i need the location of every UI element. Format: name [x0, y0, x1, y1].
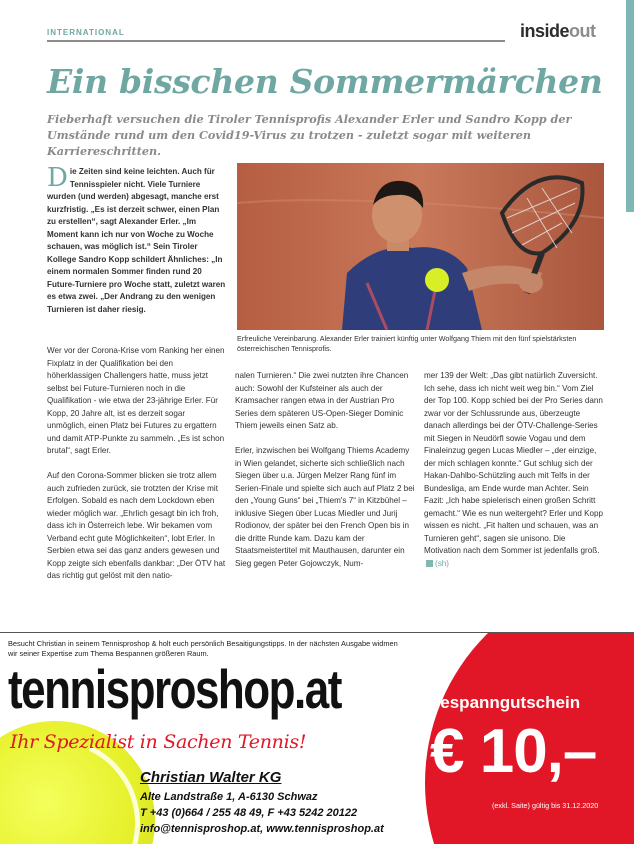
end-mark-icon — [426, 560, 433, 567]
company-name: Christian Walter KG — [140, 769, 282, 786]
header-divider — [47, 40, 505, 42]
author-signature: (sh) — [435, 558, 449, 568]
brand-part-1: inside — [520, 21, 570, 41]
paragraph-text: mer 139 der Welt: „Das gibt natürlich Zuversicht. Ich sehe, dass ich nicht weit weg bin.“ Vom Ziel der Top 100. Kopp schied bei der Pro Series dann zwar vor der Schlussrunde aus, überzeugte danach allerdings bei der ÖTV-Challenge-Series mit Siegen in Neudörfl sowie Vogau und dem Finaleinzug gegen Lucas Miedler – „der einzige, der mich schlagen konnte.“ Gut schlug sich der Hakan-Dahlbo-Schützling auch mit Telfs in der Bundesliga, am Ende wurde man Achter. Sein Fazit: „Ich habe spielerisch einen großen Schritt gemacht.“ Wie es nun weitergeht? Erler und Kopp wissen es nicht. „Fit halten und schauen, was an Turnieren geht“, sagen sie unisono. Die Motivation nach dem Sommer ist jedenfalls groß. — [424, 371, 604, 555]
address: Alte Landstraße 1, A-6130 Schwaz — [140, 791, 318, 803]
advertisement — [0, 632, 634, 844]
paragraph: Auf den Corona-Sommer blicken sie trotz allem auch zufrieden zurück, sie trotzten der Krise mit Erfolgen. Sobald es nach dem Lockdown eben wieder möglich war. „Ehrlich gesagt bin ich froh, dass ich in Österreich lebe. Wir bekamen vom Verband echt gute Möglichkeiten“, lobt Erler. In Serbien etwa sei das ganz anders gewesen und Kopp zeigte sich ebenfalls dankbar: „Der ÖTV hat das richtig gut gelöst mit den natio- — [47, 471, 226, 580]
article-deck: Fieberhaft versuchen die Tiroler Tennisprofis Alexander Erler und Sandro Kopp der Umstände rund um den Covid19-Virus zu trotzen - zuletzt sogar mit weiteren Karriereschritten. — [47, 112, 572, 158]
tennis-player-photo — [237, 163, 604, 330]
magazine-logo — [520, 21, 596, 42]
drop-cap: D — [47, 163, 68, 193]
photo-caption: Erfreuliche Vereinbarung. Alexander Erler trainiert künftig unter Wolfgang Thiem mit den fünf spielstärksten österreichischen Tennisprofis. — [237, 334, 577, 353]
voucher-title: Bespanngutschein — [428, 693, 581, 712]
article-photo — [237, 163, 604, 330]
article-column-3 — [424, 370, 604, 583]
article-headline: Ein bisschen Sommermärchen — [47, 62, 603, 101]
ad-intro-text: Besucht Christian in seinem Tennisproshop & holt euch persönlich Besaitigungstipps. In der nächsten Ausgabe widmen wir seiner Expertise zum Thema Bespannen größeren Raum. — [8, 639, 398, 658]
section-label: INTERNATIONAL — [47, 28, 125, 37]
shop-logo[interactable]: tennisproshop.at — [8, 659, 341, 721]
brand-part-2: out — [569, 21, 596, 41]
article-column-2 — [235, 370, 415, 583]
voucher-validity: (exkl. Saite) gültig bis 31.12.2020 — [492, 801, 599, 810]
contact-block — [140, 789, 384, 837]
paragraph: nalen Turnieren.“ Die zwei nutzten ihre Chancen auch: Sowohl der Kufsteiner als auch der Kramsacher rangen etwa in der Austrian Pro Series dem späteren US-Open-Sieger Dominic Thiem jeweils einen Satz ab. — [235, 371, 409, 430]
paragraph: Wer vor der Corona-Krise vom Ranking her einen Fixplatz in der Qualifikation bei den höherklassigen Challengers hatte, muss jetzt selbst bei Future-Turnieren noch in die Qualifikation - wie etwa der 23-jährige Erler. Für Kopp, 20 Jahre alt, ist es derzeit sogar unmöglich, einen Platz bei Futures zu ergattern und damit ATP-Punkte zu sammeln. „Es ist schon brutal“, sagt Erler. — [47, 346, 225, 455]
paragraph-final — [424, 370, 604, 570]
article-intro — [47, 163, 226, 316]
intro-text: ie Zeiten sind keine leichten. Auch für Tennisspieler nicht. Viele Turniere wurden (und werden) abgesagt, manche erst kurzfristig. „Es ist derzeit schwer, einen Plan zu erstellen“, sagt Alexander Erler. „Im Moment kann ich nur von Woche zu Woche schauen, was möglich ist.“ Sein Tiroler Kollege Sandro Kopp schildert Ähnliches: „In einem normalen Sommer finden rund 20 Future-Turniere pro Woche statt, zuletzt waren es etwa zwei. „Der Andrang zu den wenigen Turnieren ist daher riesig. — [47, 167, 226, 314]
email-website-link[interactable]: info@tennisproshop.at, www.tennisproshop.at — [140, 823, 384, 835]
paragraph: Erler, inzwischen bei Wolfgang Thiems Academy in Wien gelandet, sicherte sich schließlich nach Siegen über u.a. Jürgen Melzer Rang fünf im Serien-Finale und spielte sich auch auf Platz 2 bei den „Young Guns“ bei „Thiem's 7“ in Kitzbühel – inklusive Siegen über Lucas Miedler und Jurij Rodionov, der später bei den French Open bis in die dritte Runde kam. Dazu kam der Staatsmeistertitel mit Mauthausen, darunter ein Sieg gegen Peter Gojowczyk, Num- — [235, 446, 415, 568]
phone-fax: T +43 (0)664 / 255 48 49, F +43 5242 20122 — [140, 807, 358, 819]
side-accent-bar — [626, 0, 634, 212]
voucher-amount: € 10,– — [430, 717, 597, 786]
shop-slogan: Ihr Spezialist in Sachen Tennis! — [10, 731, 307, 753]
article-column-1 — [47, 345, 226, 595]
